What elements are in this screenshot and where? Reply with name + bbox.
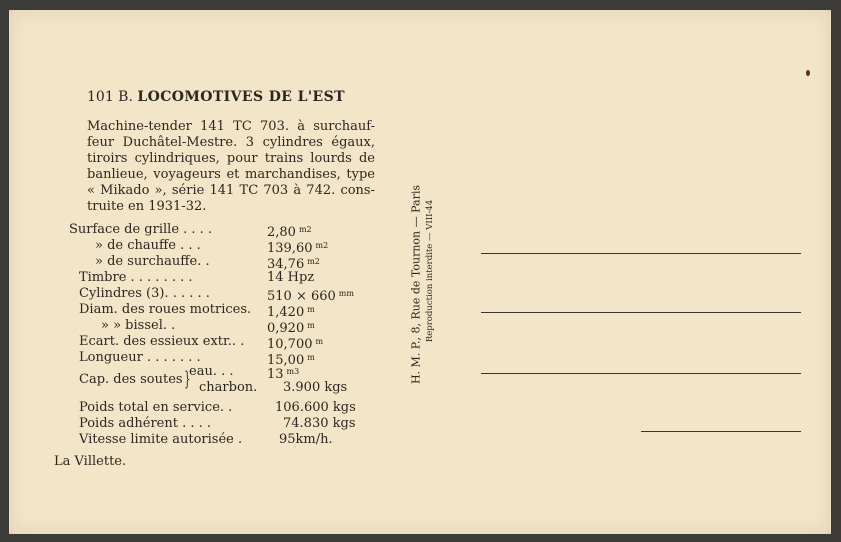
water-value: 13 [267,367,284,382]
spec-value: 10,700 [267,337,313,352]
spec-label: Poids adhérent . . . . [79,416,212,431]
capacity-label: Cap. des soutes [79,372,183,387]
description-line: feur Duchâtel-Mestre. 3 cylindres égaux, [87,135,375,150]
spec-value: 510 × 660 [267,289,336,304]
water-unit: m3 [286,367,300,376]
address-line [481,253,801,254]
spec-unit: m [307,305,315,314]
description-line: Machine-tender 141 TC 703. à surchauf- [87,119,375,134]
spec-unit: m [315,337,324,346]
card-number: 101 B. [87,89,133,105]
description-line: banlieue, voyageurs et marchandises, type [87,167,375,182]
spec-value: 0,920 [267,321,305,336]
spec-value: 15,00 [267,353,305,368]
spec-value: 106.600 kgs [275,400,356,415]
description-line: tiroirs cylindriques, pour trains lourds de [87,151,375,166]
spec-unit: m2 [307,257,320,266]
spec-label: Cylindres (3). . . . . . [79,286,210,301]
water-label: eau. . . [189,364,234,379]
spec-label: Poids total en service. . [79,400,233,415]
card-title [87,89,345,105]
address-line [641,431,801,432]
spec-value: 14 Hpz [267,270,315,285]
spec-value: 2,80 [267,225,296,240]
publisher-line: H. M. P., 8, Rue de Tournon — Paris [409,184,423,385]
spec-value: 34,76 [267,257,305,272]
spec-label: Timbre . . . . . . . . [79,270,193,285]
description-line: « Mikado », série 141 TC 703 à 742. cons- [87,183,375,198]
spec-label: Surface de grille . . . . [69,222,213,237]
spec-unit: m [307,321,315,330]
postcard [9,10,831,534]
spec-label: Longueur . . . . . . . [79,350,201,365]
spec-unit: m [307,353,315,362]
spec-unit: m2 [315,241,329,250]
spec-value: 95km/h. [279,432,333,447]
spec-unit: m2 [298,225,312,234]
coal-value: 3.900 kgs [283,380,348,395]
ink-spot [806,70,810,76]
spec-label: Ecart. des essieux extr.. . [79,334,245,349]
publisher-imprint [404,166,434,406]
coal-label: charbon. [199,380,258,395]
spec-label: » » bissel. . [101,318,176,333]
spec-value: 139,60 [267,241,313,256]
copyright-line: Reproduction interdite — VIII-44 [425,199,435,343]
spec-label: » de surchauffe. . [95,254,210,269]
spec-label: Diam. des roues motrices. [79,302,252,317]
card-heading: LOCOMOTIVES DE L'EST [137,89,345,105]
description-line: truite en 1931-32. [87,199,207,214]
spec-value: 1,420 [267,305,305,320]
spec-label: » de chauffe . . . [95,238,201,253]
address-line [481,312,801,313]
description [87,119,375,215]
spec-unit: mm [338,289,354,298]
address-line [481,373,801,374]
spec-value: 74.830 kgs [283,416,356,431]
location-caption: La Villette. [54,454,127,469]
brace-icon: } [184,366,191,390]
spec-label: Vitesse limite autorisée . [79,432,243,447]
